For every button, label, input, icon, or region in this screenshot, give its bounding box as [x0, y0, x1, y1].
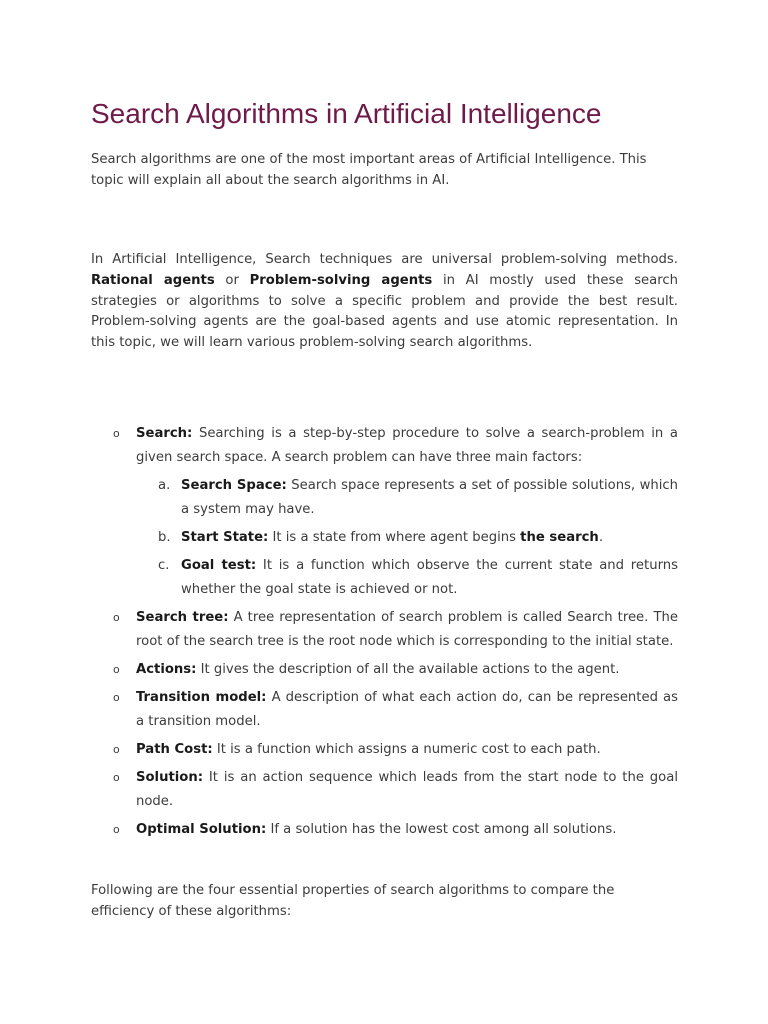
list-item-search-tree [91, 606, 678, 654]
paragraph-text: in AI mostly used these search strategies or algorithms to solve a specific problem and provide the best result. Problem-solving agents are the goal-based agents and use atomic representation. In this topic, we will learn various problem-solving search algorithms. [91, 272, 678, 351]
term-description: It is a function which assigns a numeric cost to each path. [212, 742, 601, 757]
list-marker: c. [158, 558, 170, 573]
bullet-icon: o [113, 663, 120, 676]
term-label: Search Space: [181, 478, 287, 493]
term-label: Transition model: [136, 690, 267, 705]
paragraph-text: In Artificial Intelligence, Search techniques are universal problem-solving methods. [91, 252, 678, 267]
list-item-optimal-solution [91, 818, 678, 842]
term-description: If a solution has the lowest cost among all solutions. [266, 822, 617, 837]
list-item-path-cost [91, 738, 678, 762]
list-item-transition-model [91, 686, 678, 734]
bullet-icon: o [113, 611, 120, 624]
term-description: A description of what each action do, can be represented as a transition model. [136, 690, 678, 729]
term-description: Search space represents a set of possible solutions, which a system may have. [181, 478, 679, 517]
search-factors-list [136, 474, 678, 602]
term-label: Optimal Solution: [136, 822, 267, 837]
bullet-icon: o [113, 771, 120, 784]
problem-solving-agents-term: Problem-solving agents [249, 272, 433, 288]
paragraph-text: or [214, 272, 250, 288]
term-label: Start State: [181, 530, 269, 545]
list-item-solution [91, 766, 678, 814]
term-label: Search tree: [136, 610, 229, 625]
emphasis-text: the search [520, 530, 599, 545]
term-description: It gives the description of all the available actions to the agent. [196, 662, 620, 677]
bullet-icon: o [113, 823, 120, 836]
term-label: Search: [136, 426, 193, 441]
search-terminology-list [91, 422, 678, 846]
bullet-icon: o [113, 743, 120, 756]
term-description: It is a function which observe the current state and returns whether the goal state is achieved or not. [181, 558, 678, 597]
term-description: It is a state from where agent begins [268, 530, 521, 545]
intro-paragraph: Search algorithms are one of the most important areas of Artificial Intelligence. This topic will explain all about the search algorithms in AI. [91, 152, 647, 188]
term-description: A tree representation of search problem is called Search tree. The root of the search tree is the root node which is corresponding to the initial state. [136, 610, 678, 649]
techniques-paragraph [91, 250, 678, 354]
page-title: Search Algorithms in Artificial Intelligence [91, 98, 602, 129]
punctuation: . [598, 530, 604, 545]
term-label: Actions: [136, 662, 197, 677]
term-label: Solution: [136, 770, 204, 785]
factor-item-search-space [136, 474, 678, 522]
term-description: It is an action sequence which leads from the start node to the goal node. [136, 770, 678, 809]
bullet-icon: o [113, 691, 120, 704]
bullet-icon: o [113, 427, 120, 440]
term-description: Searching is a step-by-step procedure to solve a search-problem in a given search space. A search problem can have three main factors: [136, 426, 678, 465]
term-label: Goal test: [181, 558, 257, 573]
factor-item-start-state [136, 526, 678, 550]
properties-intro-paragraph: Following are the four essential properties of search algorithms to compare the efficiency of these algorithms: [91, 883, 615, 919]
rational-agents-term: Rational agents [91, 272, 215, 288]
term-label: Path Cost: [136, 742, 213, 757]
list-item-search [91, 422, 678, 602]
list-marker: b. [158, 530, 171, 545]
factor-item-goal-test [136, 554, 678, 602]
list-item-actions [91, 658, 678, 682]
list-marker: a. [158, 478, 171, 493]
